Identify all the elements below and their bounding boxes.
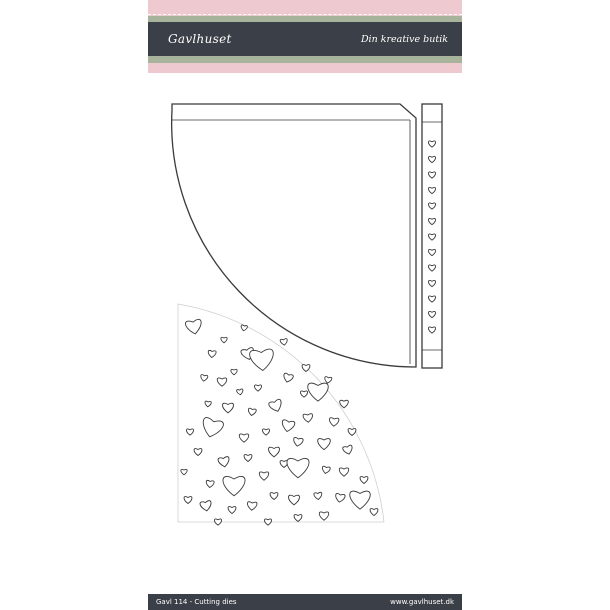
heart-icon [280,338,288,345]
product-code: Gavl 114 - Cutting dies [156,598,237,606]
brand-logo: Gavlhuset [168,32,232,46]
heart-icon [340,400,349,408]
brand-header [148,22,462,56]
heart-icon [264,519,271,525]
sage-band-bottom [148,56,462,63]
brand-tagline: Din kreative butik [360,33,448,45]
pink-band-bottom [148,63,462,73]
heart-icon [214,519,221,525]
footer-bar [148,594,462,610]
pink-band-top [148,0,462,14]
product-card [148,0,462,610]
website-link[interactable]: www.gavlhuset.dk [390,598,454,606]
heart-icon [324,376,332,383]
cutting-die-illustration [148,92,462,532]
